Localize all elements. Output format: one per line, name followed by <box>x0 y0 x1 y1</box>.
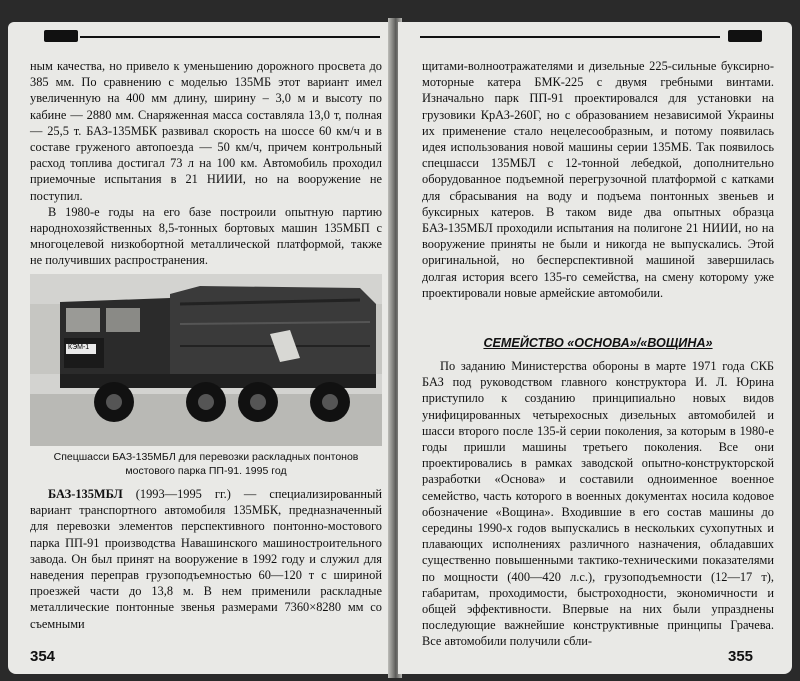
left-text-top <box>30 58 382 269</box>
left-text-bottom <box>30 486 382 632</box>
header-truck-icon-right <box>728 30 762 42</box>
right-paragraph-1: щитами-волноотражателями и дизельные 225-сильные буксирно-моторные катера БМК-225 с двумя гребными винтами. Изначально парк ПП-91 проектировался для установки на грузовики КрАЗ-260Г, но с образованием независимой Украины их применение стало нецелесообразным, и потому появилась идея использования новой машины серии 135МБ. Так появилось спецшасси 135МБЛ с 12-тонной лебедкой, дополнительно оборудованное подъемной перегрузочной платформой с катками для сбрасывания на воду и подъема понтонных звеньев и буксирных катеров. В таком виде два опытных образца БАЗ-135МБЛ проходили испытания на полигоне 21 НИИИ, но на вооружение приняты не были и никогда не выпускались. Этой оригинальной, но бесперспективной машиной завершилась долгая история всего 135-го семейства, на смену которому уже проектировали новые армейские автомобили. <box>422 59 774 300</box>
right-page <box>398 22 792 674</box>
page-number-left: 354 <box>30 648 56 665</box>
right-text-top <box>422 58 774 301</box>
page-number-right: 355 <box>728 648 754 665</box>
truck-plate: КЭМ-1 <box>68 344 90 351</box>
section-title: СЕМЕЙСТВО «ОСНОВА»/«ВОЩИНА» <box>483 336 713 350</box>
truck-illustration <box>30 274 382 446</box>
header-truck-icon <box>44 30 78 42</box>
right-paragraph-2: По заданию Министерства обороны в марте 1971 года СКБ БАЗ под руководством главного конструктора И. Л. Юрина приступило к созданию принципиально новых видов унифицированных четырехосных дизельных автомобилей и шасси второго после 135-й серии поколения, за которым в 1980-е годы пришли машины третьего поколения. Все они проектировались в рамках заводской опытно-конструкторской разработки «Основа» и составили одноименное военное семейство, часть которого в военных документах носила кодовое обозначение «Вощина». Входившие в его состав машины до середины 1990-х годов выпускались в нескольких сухопутных и плавающих исполнениях различного назначения, обладавших существенно повышенными тактико-техническими показателями по мощности (400—420 л.с.), грузоподъемности (12—17 т), габаритам, проходимости, быстроходности, экономичности и общей эффективности. Впервые на них были упразднены последующие важнейшие конструктивные принципы Грачева. Все автомобили получили сбли- <box>422 359 774 649</box>
left-paragraph-3-text: (1993—1995 гг.) — специализированный вариант транспортного автомобиля 135МБК, предназначенный для перевозки элементов перспективного понтонно-мостового парка ПП-91 производства Навашинского машиностроительного завода. Он был принят на вооружение в 1992 году и служил для наведения переправ грузоподъемностью 60—120 т с шириной проезжей части до 13,8 м. В нем применили раскладные металлические понтонные звенья размерами 7360×8280 мм со съемными <box>30 487 382 631</box>
truck-photo <box>30 274 382 446</box>
left-paragraph-3 <box>30 486 382 632</box>
header-rule-right <box>420 36 720 38</box>
header-rule <box>80 36 380 38</box>
photo-caption: Спецшасси БАЗ-135МБЛ для перевозки раскладных понтонов мостового парка ПП-91. 1995 год <box>53 451 359 477</box>
model-name: БАЗ-135МБЛ <box>48 487 123 501</box>
left-paragraph-2: В 1980-е годы на его базе построили опытную партию народнохозяйственных 8,5-тонных бортовых машин 135МБП с многоцелевой низкобортной металлической платформой, также не получивших распространения. <box>30 204 382 268</box>
right-text-bottom <box>422 358 774 650</box>
left-paragraph-1: ным качества, но привело к уменьшению дорожного просвета до 385 мм. По сравнению с моделью 135МБ этот вариант имел увеличенную на 400 мм длину, ширину – 3,0 м и высоту по кабине — 2880 мм. Снаряженная масса составляла 13,0 т, полная — 25,5 т. БАЗ-135МБК развивал скорость на шоссе 60 км/ч и в составе груженого автопоезда — 50 км/ч, причем контрольный расход топлива достигал 73 л на 100 км. Автомобиль проходил приемочные испытания в 21 НИИИ, но на вооружение не поступил. <box>30 59 382 203</box>
left-page <box>8 22 392 674</box>
